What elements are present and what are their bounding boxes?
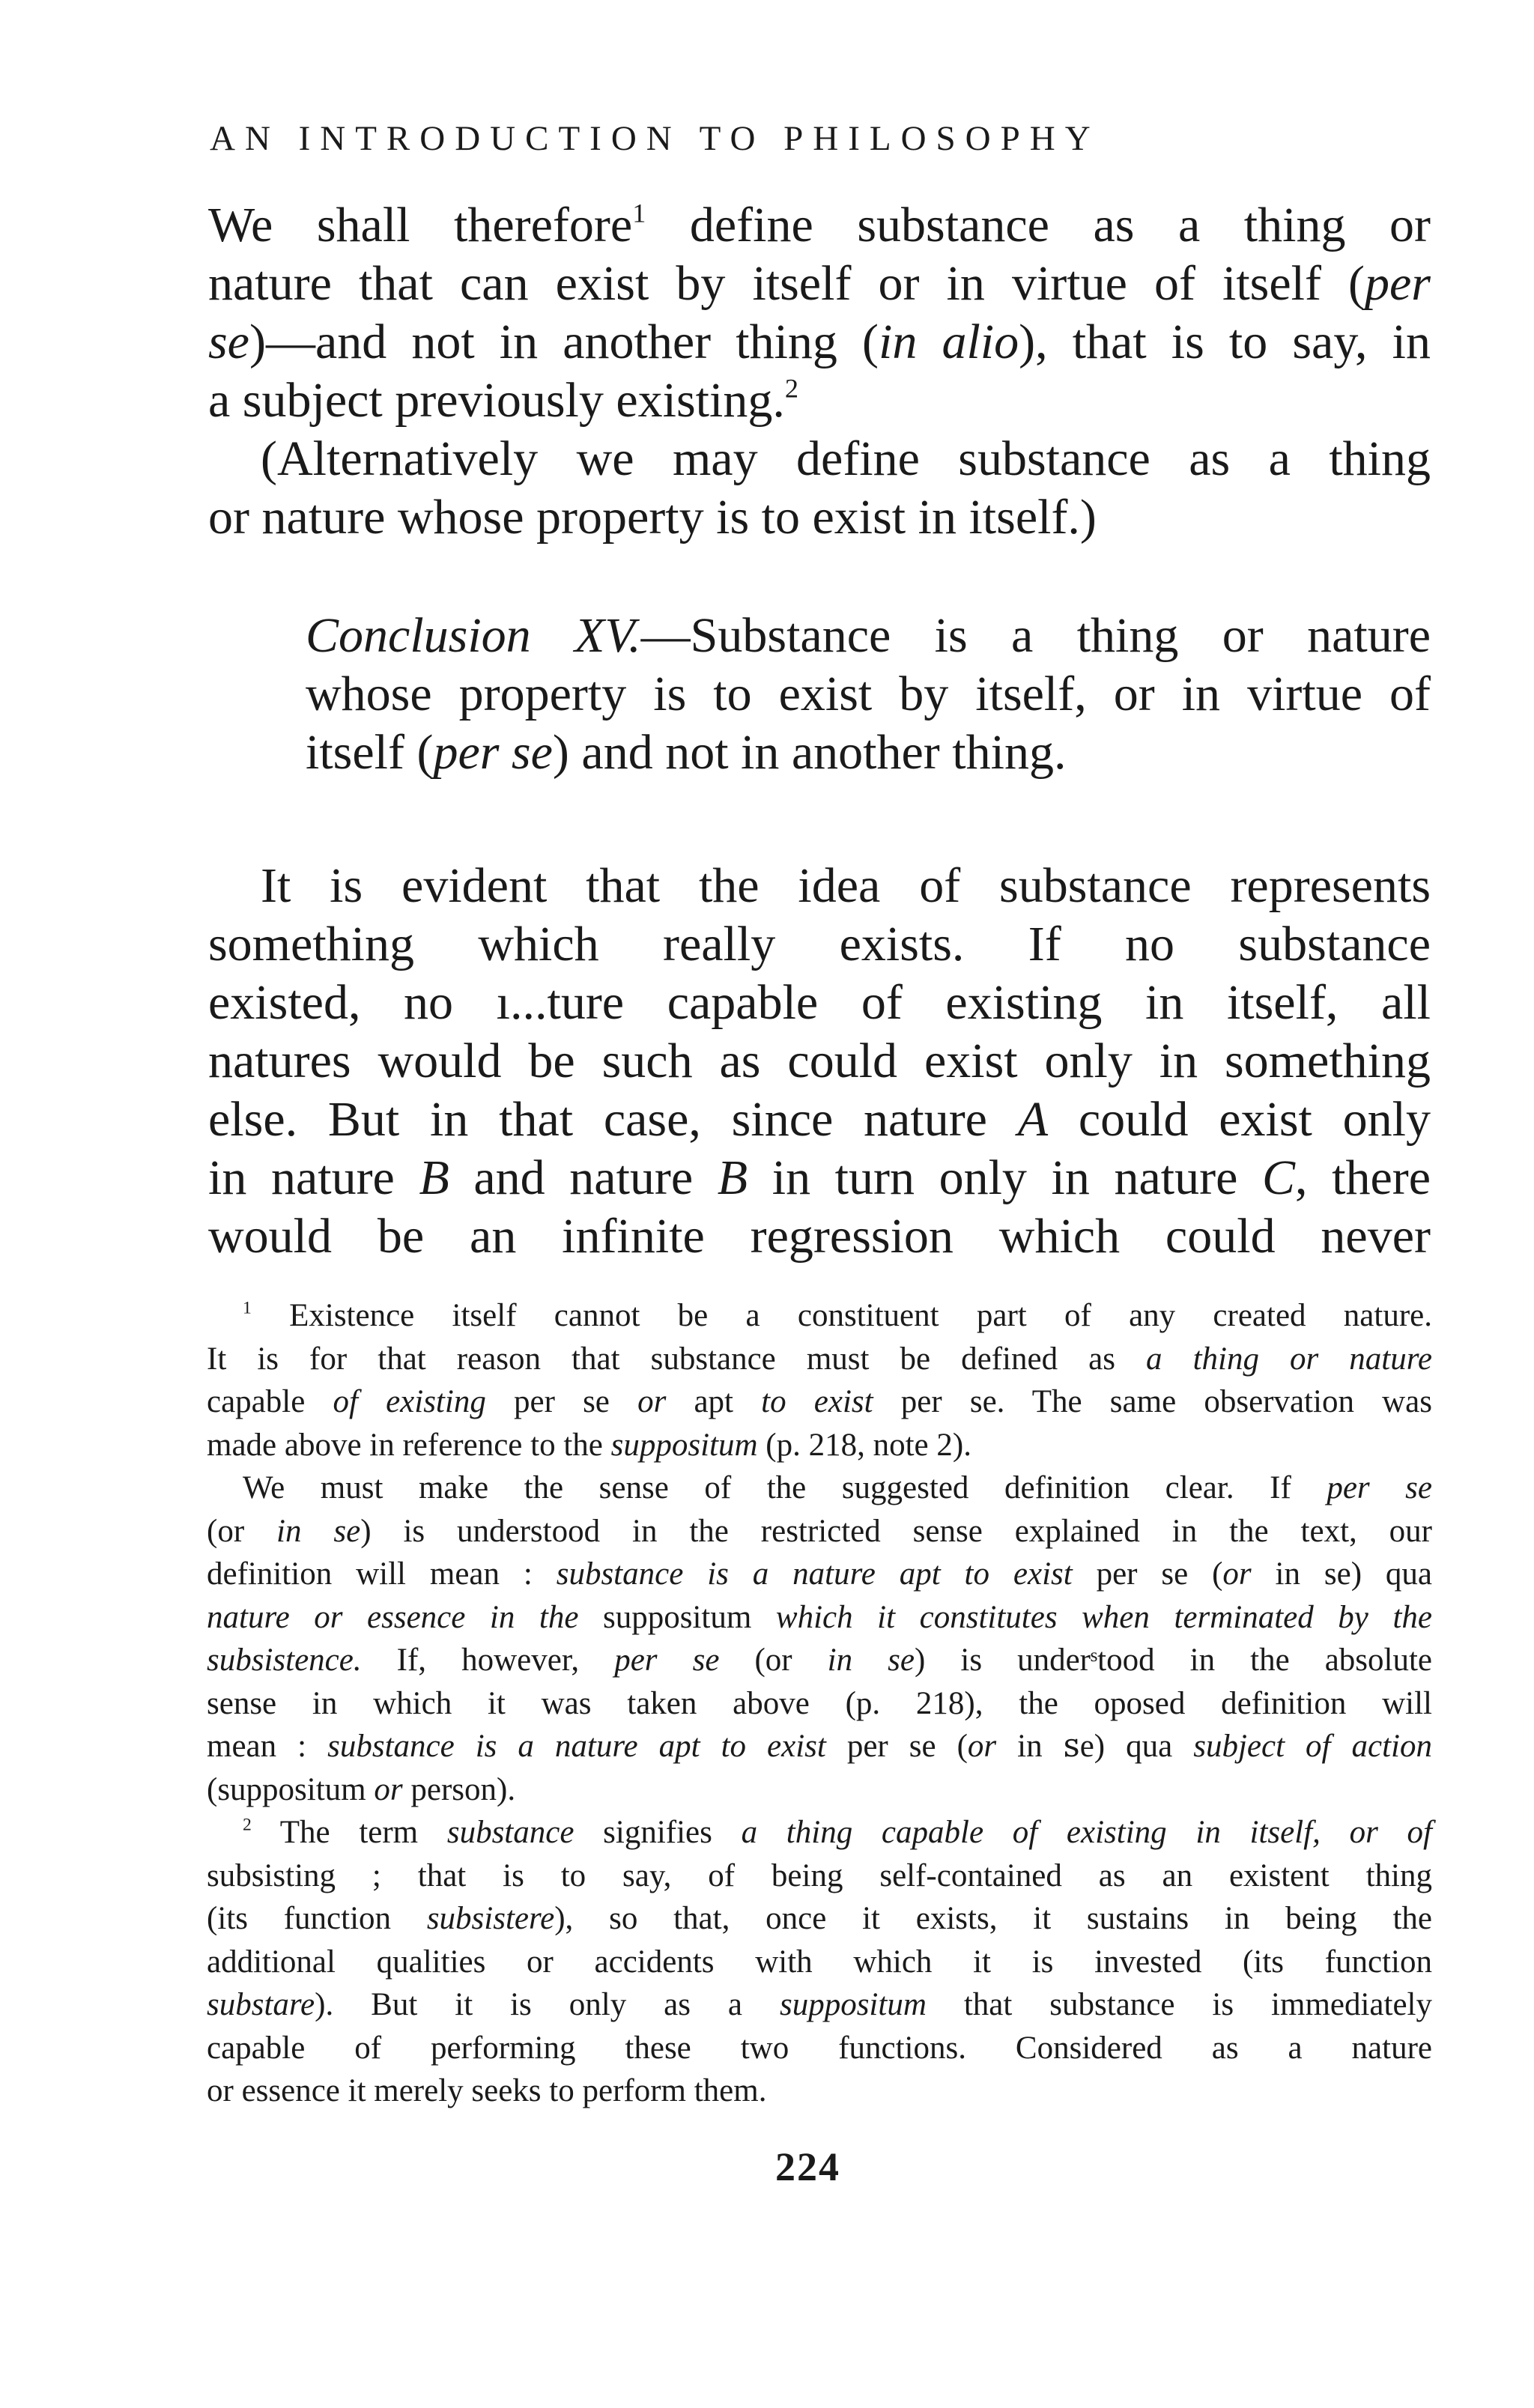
text-line: nature or essence in the suppositum which it constitutes when terminated by the [207, 1599, 1432, 1635]
text-line: whose property is to exist by itself, or in virtue of [306, 667, 1431, 721]
paragraph-definition [208, 196, 1431, 547]
text-line: Conclusion XV.—Substance is a thing or nature [306, 608, 1431, 663]
text-line: It is for that reason that substance must be defined as a thing or nature [207, 1341, 1432, 1377]
text-line: nature that can exist by itself or in virtue of itself (per [208, 256, 1431, 311]
conclusion-block [306, 607, 1431, 782]
text-line: (Alternatively we may define substance as a thing [261, 431, 1431, 486]
paragraph-argument [208, 857, 1431, 1266]
text-line: (or in se) is understood in the restricted sense explained in the text, our [207, 1513, 1432, 1549]
conclusion-label: Conclusion XV. [306, 608, 641, 663]
text-line: else. But in that case, since nature A could exist only [208, 1092, 1431, 1147]
text-line: capable of performing these two functions. Considered as a nature [207, 2030, 1432, 2066]
footnote-2: $^2$ The term substance signifies a thing capable of existing in itself, or of [243, 1815, 1432, 1850]
text-line: definition will mean : substance is a nature apt to exist per se (or in se) qua [207, 1556, 1432, 1592]
text-line: sense in which it was taken above (p. 218), the oposed definition will [207, 1685, 1432, 1721]
text-line: We shall therefore$^1$ define substance as a thing or [208, 198, 1431, 252]
text-line: subsisting ; that is to say, of being self-contained as an existent thing [207, 1857, 1432, 1893]
text-line: substare). But it is only as a suppositum that substance is immediately [207, 1987, 1432, 2022]
text-line: mean : substance is a nature apt to exist per se (or in ꜱe) qua subject of action [207, 1729, 1432, 1764]
text-line: (its function subsistere), so that, once it exists, it sustains in being the [207, 1901, 1432, 1936]
text-line: se)—and not in another thing (in alio), that is to say, in [208, 315, 1431, 369]
running-head: AN INTRODUCTION TO PHILOSOPHY [210, 119, 1100, 158]
text-line: It is evident that the idea of substance represents [261, 858, 1431, 913]
text-line: would be an infinite regression which could never [208, 1209, 1431, 1264]
text-line: additional qualities or accidents with which it is invested (its function [207, 1944, 1432, 1980]
text-line: capable of existing per se or apt to exist per se. The same observation was [207, 1384, 1432, 1419]
text-line: a subject previously existing.$^2$ [208, 373, 799, 428]
text-line: natures would be such as could exist only in something [208, 1034, 1431, 1088]
text-line: or nature whose property is to exist in itself.) [208, 490, 1097, 545]
text-line: something which really exists. If no substance [208, 917, 1431, 971]
text-line: made above in reference to the suppositum (p. 218, note 2). [207, 1427, 971, 1463]
text-line: itself (per se) and not in another thing. [306, 725, 1067, 780]
footnote-ref-1[interactable]: 1 [632, 198, 646, 228]
page-number: 224 [775, 2144, 840, 2189]
footnote-ref-2[interactable]: 2 [784, 373, 799, 404]
text-line: or essence it merely seeks to perform them. [207, 2073, 767, 2108]
footnote-1: $^1$ Existence itself cannot be a constituent part of any created nature. [243, 1298, 1432, 1333]
text-line: We must make the sense of the suggested definition clear. If per se [243, 1470, 1432, 1505]
text-line: existed, no ı...ture capable of existing in itself, all [208, 975, 1431, 1030]
text-line: subsistence. If, however, per se (or in se) is underˢtood in the absolute [207, 1643, 1433, 1678]
footnotes [207, 1294, 1432, 2113]
text-line: (suppositum or person). [207, 1771, 516, 1807]
text-line: in nature B and nature B in turn only in nature C, there [208, 1150, 1431, 1205]
